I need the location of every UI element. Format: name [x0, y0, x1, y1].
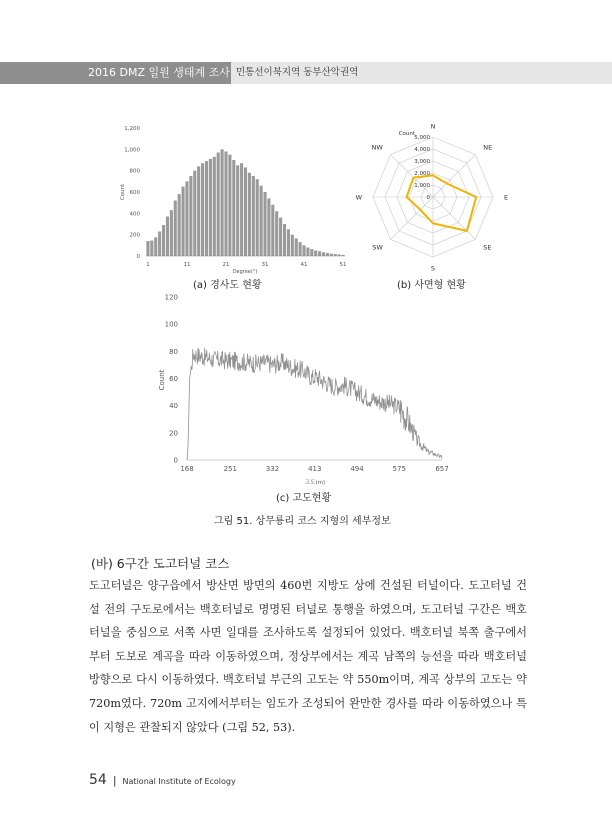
a-bar [236, 165, 239, 256]
page-footer [89, 772, 236, 788]
subcaption-b: (b) 사면형 현황 [397, 280, 466, 291]
c-xtick-label: 657 [435, 465, 449, 473]
b-radial-tick-label: 4,000 [414, 147, 430, 153]
a-xtick-label: 1 [146, 262, 150, 268]
a-bar [162, 225, 165, 256]
b-direction-label: NE [483, 143, 493, 152]
b-radial-tick-label: 2,000 [414, 171, 430, 177]
a-bar [283, 224, 286, 256]
c-xtick-label: 251 [223, 465, 237, 473]
a-bar [260, 186, 263, 256]
a-bar [217, 153, 220, 256]
a-bar [158, 231, 161, 256]
b-direction-label: S [430, 264, 436, 273]
a-bar [287, 229, 290, 256]
a-bar [166, 217, 169, 256]
a-bar [193, 171, 196, 256]
c-ytick-label: 40 [169, 402, 178, 411]
a-ytick-label: 800 [129, 168, 140, 175]
page-number: 54 [89, 772, 107, 788]
a-ytick-label: 0 [136, 254, 140, 260]
a-bar [182, 187, 185, 256]
a-bar [185, 181, 188, 256]
a-x-axis-title: Degree(°) [232, 269, 258, 275]
a-bar [178, 194, 181, 256]
b-radial-tick-label: 5,000 [414, 135, 430, 141]
a-bar [299, 242, 302, 256]
a-ytick-label: 1,200 [124, 126, 140, 132]
c-xtick-label: 332 [265, 465, 280, 473]
c-ytick-label: 20 [169, 429, 178, 438]
a-bar [240, 163, 243, 256]
c-xtick-label: 168 [180, 465, 194, 473]
c-ytick-label: 0 [173, 456, 178, 465]
a-bar [291, 235, 294, 256]
b-radial-tick-label: 0 [426, 195, 430, 201]
b-direction-label: W [355, 193, 362, 202]
a-bar [170, 210, 173, 256]
c-ytick-label: 80 [169, 347, 178, 356]
a-bar [201, 163, 204, 256]
a-ytick-label: 600 [129, 190, 140, 196]
a-bar [322, 252, 325, 256]
a-bar [189, 176, 192, 256]
a-bar [318, 251, 321, 256]
a-bar [154, 237, 157, 256]
c-ytick-label: 100 [164, 320, 178, 329]
b-radial-tick-label: 1,000 [414, 183, 430, 189]
a-bar [146, 241, 149, 256]
a-bar [174, 201, 177, 256]
footer-organization: National Institute of Ecology [122, 777, 236, 786]
a-bar [150, 241, 153, 256]
subcaption-c: (c) 고도현황 [276, 493, 332, 504]
a-bar [267, 198, 270, 256]
running-header-subtitle: 민통선이북지역 동부산악권역 [236, 67, 359, 78]
a-xtick-label: 21 [222, 262, 230, 268]
b-direction-label: N [430, 122, 436, 131]
a-bar [252, 176, 255, 256]
a-xtick-label: 31 [261, 262, 269, 268]
a-bar [213, 157, 216, 256]
body-paragraph: 도고터널은 양구읍에서 방산면 방면의 460번 지방도 상에 건설된 터널이다. 도고터널 건설 전의 구도로에서는 백호터널로 명명된 터널로 통행을 하였으며, 도고터널 구간은 백호터널을 중심으로 서쪽 사면 일대를 조사하도록 설정되어 있었다. 백호터널 북쪽 출구에서부터 도보로 계곡을 따라 이동하였으며, 정상부에서는 계곡 남쪽의 능선을 따라 백호터널 방향으로 다시 이동하였다. 백호터널 부근의 고도는 약 550m이며, 계곡 상부의 고도는 약 720m였다. 720m 고지에서부터는 임도가 조성되어 완만한 경사를 따라 이동하였으나 특이 지형은 관찰되지 않았다 (그림 52, 53). [89, 579, 527, 734]
a-bar [295, 238, 298, 256]
a-ytick-label: 1,000 [124, 147, 140, 154]
a-bar [228, 155, 231, 256]
subcaption-a: (a) 경사도 현황 [193, 280, 262, 291]
a-ytick-label: 400 [129, 211, 140, 218]
c-xtick-label: 575 [392, 465, 406, 473]
c-xtick-label: 494 [350, 465, 364, 473]
a-bar [263, 192, 266, 256]
a-bar [330, 254, 333, 256]
c-ytick-label: 120 [164, 293, 178, 302]
a-bar [326, 253, 329, 256]
c-xtick-label: 413 [308, 465, 322, 473]
c-x-axis-title: 고도(m) [304, 480, 326, 486]
footer-separator: | [112, 774, 117, 787]
c-ytick-label: 60 [169, 375, 178, 383]
a-bar [256, 179, 259, 256]
a-ytick-label: 200 [129, 232, 140, 239]
c-series-line [187, 348, 442, 460]
b-direction-label: SE [483, 243, 492, 252]
a-bar [302, 245, 305, 256]
a-bar [279, 218, 282, 256]
a-bar [232, 160, 235, 256]
a-bar [205, 161, 208, 256]
a-bar [221, 149, 224, 256]
a-bar [306, 247, 309, 256]
a-y-axis-title: Count [120, 183, 126, 201]
a-bar [314, 250, 317, 256]
a-bar [244, 167, 247, 256]
b-axis-title: Count [398, 131, 415, 137]
a-bar [310, 249, 313, 256]
b-radial-tick-label: 3,000 [414, 159, 430, 165]
b-direction-label: NW [371, 143, 383, 152]
a-bar [197, 166, 200, 256]
section-title: (바) 6구간 도고터널 코스 [91, 556, 230, 571]
a-bar [224, 151, 227, 256]
running-header-title: 2016 DMZ 일원 생태계 조사 [0, 62, 231, 84]
a-bar [271, 205, 274, 256]
a-xtick-label: 41 [300, 262, 308, 268]
b-direction-label: SW [372, 243, 383, 252]
figure-caption: 그림 51. 상무룡리 코스 지형의 세부정보 [214, 516, 391, 527]
c-y-axis-title: Count [158, 369, 166, 391]
a-xtick-label: 51 [339, 262, 347, 268]
a-bar [248, 173, 251, 256]
a-bar [209, 159, 212, 256]
a-bar [275, 211, 278, 256]
a-xtick-label: 11 [183, 262, 191, 268]
b-direction-label: E [504, 193, 509, 202]
